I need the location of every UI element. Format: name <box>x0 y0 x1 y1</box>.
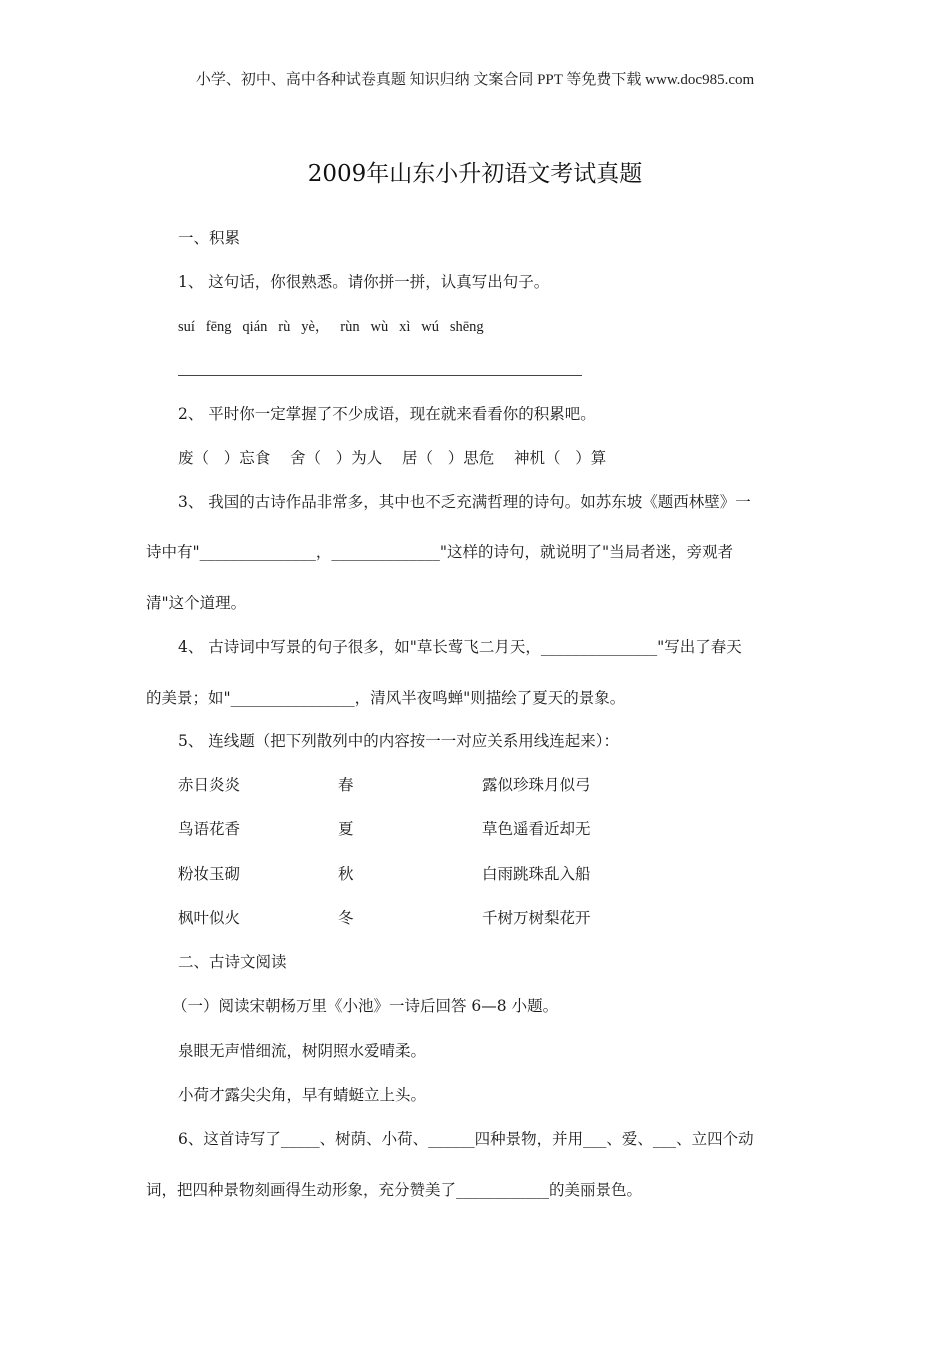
question-3-line-1: 3、 我国的古诗作品非常多，其中也不乏充满哲理的诗句。如苏东坡《题西林壁》一 <box>178 493 751 511</box>
page-title: 2009年山东小升初语文考试真题 <box>307 161 643 187</box>
question-6-line-1: 6、这首诗写了_____、树荫、小荷、______四种景物，并用___、爱、___、立四个动 <box>178 1130 754 1148</box>
question-2-idioms: 废（ ）忘食 舍（ ）为人 居（ ）思危 神机（ ）算 <box>178 449 607 467</box>
page-header: 小学、初中、高中各种试卷真题 知识归纳 文案合同 PPT 等免费下载 www.doc985.com <box>195 72 755 88</box>
matching-left-4: 枫叶似火 <box>178 909 241 927</box>
question-5: 5、 连线题（把下列散列中的内容按一一对应关系用线连起来）： <box>178 732 620 750</box>
question-4-line-1: 4、 古诗词中写景的句子很多，如"草长莺飞二月天，_______________"写出了春天 <box>178 638 742 656</box>
matching-left-3: 粉妆玉砌 <box>178 865 241 883</box>
matching-right-3: 白雨跳珠乱入船 <box>482 865 591 883</box>
matching-middle-4: 冬 <box>338 909 354 927</box>
question-3-line-3: 清"这个道理。 <box>146 594 247 612</box>
question-2: 2、 平时你一定掌握了不少成语，现在就来看看你的积累吧。 <box>178 405 596 423</box>
section-heading-accumulation: 一、积累 <box>178 229 241 247</box>
subsection-heading: （一）阅读宋朝杨万里《小池》一诗后回答 6—8 小题。 <box>172 997 559 1015</box>
poem-line-2: 小荷才露尖尖角，早有蜻蜓立上头。 <box>178 1086 427 1104</box>
matching-middle-3: 秋 <box>338 865 354 883</box>
question-3-line-2: 诗中有"_______________，______________"这样的诗句，就说明了"当局者迷，旁观者 <box>146 543 734 561</box>
matching-left-2: 鸟语花香 <box>178 820 241 838</box>
poem-line-1: 泉眼无声惜细流，树阴照水爱晴柔。 <box>178 1042 427 1060</box>
matching-middle-2: 夏 <box>338 820 354 838</box>
question-1-pinyin: suí fēng qián rù yè， rùn wù xì wú shēng <box>178 319 484 335</box>
matching-right-2: 草色遥看近却无 <box>482 820 591 838</box>
question-1-answer-line <box>178 375 582 376</box>
matching-left-1: 赤日炎炎 <box>178 776 241 794</box>
question-4-line-2: 的美景；如"________________，清风半夜鸣蝉"则描绘了夏天的景象。 <box>146 689 626 707</box>
question-6-line-2: 词，把四种景物刻画得生动形象，充分赞美了____________的美丽景色。 <box>146 1181 643 1199</box>
section-heading-poetry-reading: 二、古诗文阅读 <box>178 953 287 971</box>
question-1: 1、 这句话，你很熟悉。请你拼一拼，认真写出句子。 <box>178 273 550 291</box>
matching-middle-1: 春 <box>338 776 354 794</box>
matching-right-4: 千树万树梨花开 <box>482 909 591 927</box>
matching-right-1: 露似珍珠月似弓 <box>482 776 591 794</box>
